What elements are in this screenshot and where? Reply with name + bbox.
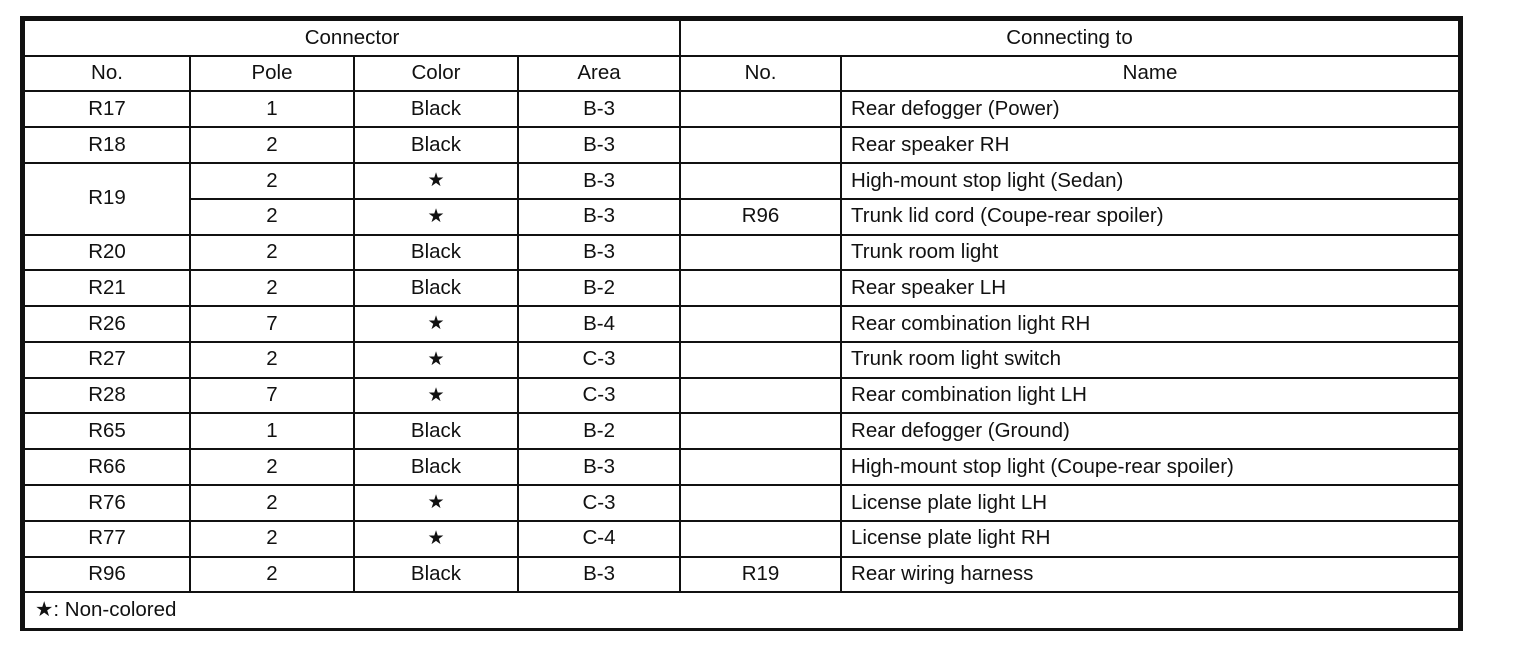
cell-name: Rear defogger (Power) bbox=[841, 91, 1459, 127]
cell-name: High-mount stop light (Coupe-rear spoiler) bbox=[841, 449, 1459, 485]
table-row bbox=[24, 449, 1459, 485]
table-row bbox=[24, 163, 1459, 199]
cell-connecting-no bbox=[680, 521, 841, 557]
cell-area: B-3 bbox=[518, 235, 680, 271]
table-row bbox=[24, 270, 1459, 306]
cell-name: Trunk lid cord (Coupe-rear spoiler) bbox=[841, 199, 1459, 235]
cell-connecting-no bbox=[680, 127, 841, 163]
cell-area: B-4 bbox=[518, 306, 680, 342]
column-header-area: Area bbox=[518, 56, 680, 92]
cell-color: Black bbox=[354, 449, 518, 485]
cell-color: ★ bbox=[354, 521, 518, 557]
connector-group-header: Connector bbox=[24, 20, 680, 56]
column-header-connector-no: No. bbox=[24, 56, 190, 92]
cell-name: Rear defogger (Ground) bbox=[841, 413, 1459, 449]
table-row bbox=[24, 557, 1459, 593]
table-row bbox=[24, 485, 1459, 521]
cell-connecting-no bbox=[680, 270, 841, 306]
cell-pole: 2 bbox=[190, 521, 354, 557]
connecting-to-group-header: Connecting to bbox=[680, 20, 1459, 56]
cell-area: C-4 bbox=[518, 521, 680, 557]
cell-name: License plate light RH bbox=[841, 521, 1459, 557]
cell-connecting-no bbox=[680, 235, 841, 271]
cell-color: ★ bbox=[354, 306, 518, 342]
connector-table-sheet bbox=[20, 16, 1463, 631]
cell-name: License plate light LH bbox=[841, 485, 1459, 521]
table-row bbox=[24, 342, 1459, 378]
table-row bbox=[24, 521, 1459, 557]
cell-connector-no: R65 bbox=[24, 413, 190, 449]
cell-name: Rear wiring harness bbox=[841, 557, 1459, 593]
cell-color: Black bbox=[354, 235, 518, 271]
cell-area: B-3 bbox=[518, 163, 680, 199]
table-row bbox=[24, 306, 1459, 342]
table-body bbox=[24, 91, 1459, 592]
cell-connecting-no bbox=[680, 413, 841, 449]
column-header-connecting-no: No. bbox=[680, 56, 841, 92]
cell-area: B-3 bbox=[518, 199, 680, 235]
cell-color: ★ bbox=[354, 378, 518, 414]
cell-connector-no: R96 bbox=[24, 557, 190, 593]
cell-pole: 1 bbox=[190, 413, 354, 449]
cell-area: B-2 bbox=[518, 270, 680, 306]
cell-pole: 2 bbox=[190, 342, 354, 378]
cell-area: B-3 bbox=[518, 557, 680, 593]
table-row bbox=[24, 413, 1459, 449]
cell-pole: 2 bbox=[190, 127, 354, 163]
column-header-pole: Pole bbox=[190, 56, 354, 92]
cell-name: Rear combination light RH bbox=[841, 306, 1459, 342]
cell-color: ★ bbox=[354, 485, 518, 521]
cell-name: Rear combination light LH bbox=[841, 378, 1459, 414]
footnote-row bbox=[24, 592, 1459, 628]
cell-name: Trunk room light bbox=[841, 235, 1459, 271]
cell-pole: 7 bbox=[190, 378, 354, 414]
cell-color: Black bbox=[354, 270, 518, 306]
connector-table bbox=[23, 19, 1460, 628]
cell-area: C-3 bbox=[518, 378, 680, 414]
cell-connector-no: R20 bbox=[24, 235, 190, 271]
cell-connector-no: R19 bbox=[24, 163, 190, 235]
footnote-non-colored: ★: Non-colored bbox=[24, 592, 1459, 628]
cell-area: B-3 bbox=[518, 91, 680, 127]
cell-pole: 2 bbox=[190, 163, 354, 199]
cell-pole: 2 bbox=[190, 449, 354, 485]
cell-color: Black bbox=[354, 557, 518, 593]
cell-connecting-no: R19 bbox=[680, 557, 841, 593]
cell-area: C-3 bbox=[518, 342, 680, 378]
cell-connector-no: R27 bbox=[24, 342, 190, 378]
table-row bbox=[24, 235, 1459, 271]
column-header-color: Color bbox=[354, 56, 518, 92]
cell-connector-no: R21 bbox=[24, 270, 190, 306]
cell-pole: 7 bbox=[190, 306, 354, 342]
table-row bbox=[24, 91, 1459, 127]
cell-connecting-no bbox=[680, 449, 841, 485]
cell-connector-no: R26 bbox=[24, 306, 190, 342]
cell-pole: 1 bbox=[190, 91, 354, 127]
cell-connecting-no: R96 bbox=[680, 199, 841, 235]
cell-pole: 2 bbox=[190, 199, 354, 235]
table-row bbox=[24, 127, 1459, 163]
cell-color: ★ bbox=[354, 342, 518, 378]
cell-connecting-no bbox=[680, 342, 841, 378]
cell-connecting-no bbox=[680, 91, 841, 127]
cell-pole: 2 bbox=[190, 485, 354, 521]
column-header-row bbox=[24, 56, 1459, 92]
cell-connector-no: R77 bbox=[24, 521, 190, 557]
group-header-row bbox=[24, 20, 1459, 56]
cell-color: Black bbox=[354, 91, 518, 127]
cell-color: ★ bbox=[354, 199, 518, 235]
cell-connector-no: R28 bbox=[24, 378, 190, 414]
cell-area: C-3 bbox=[518, 485, 680, 521]
cell-area: B-3 bbox=[518, 449, 680, 485]
cell-connector-no: R17 bbox=[24, 91, 190, 127]
cell-name: Rear speaker LH bbox=[841, 270, 1459, 306]
column-header-name: Name bbox=[841, 56, 1459, 92]
cell-name: Rear speaker RH bbox=[841, 127, 1459, 163]
cell-connector-no: R66 bbox=[24, 449, 190, 485]
table-row bbox=[24, 378, 1459, 414]
cell-pole: 2 bbox=[190, 235, 354, 271]
table-row bbox=[24, 199, 1459, 235]
cell-pole: 2 bbox=[190, 270, 354, 306]
cell-connecting-no bbox=[680, 163, 841, 199]
cell-connecting-no bbox=[680, 306, 841, 342]
cell-color: Black bbox=[354, 127, 518, 163]
cell-name: High-mount stop light (Sedan) bbox=[841, 163, 1459, 199]
cell-connecting-no bbox=[680, 378, 841, 414]
cell-area: B-3 bbox=[518, 127, 680, 163]
cell-area: B-2 bbox=[518, 413, 680, 449]
cell-connector-no: R18 bbox=[24, 127, 190, 163]
cell-pole: 2 bbox=[190, 557, 354, 593]
cell-color: ★ bbox=[354, 163, 518, 199]
cell-color: Black bbox=[354, 413, 518, 449]
cell-connecting-no bbox=[680, 485, 841, 521]
cell-name: Trunk room light switch bbox=[841, 342, 1459, 378]
cell-connector-no: R76 bbox=[24, 485, 190, 521]
